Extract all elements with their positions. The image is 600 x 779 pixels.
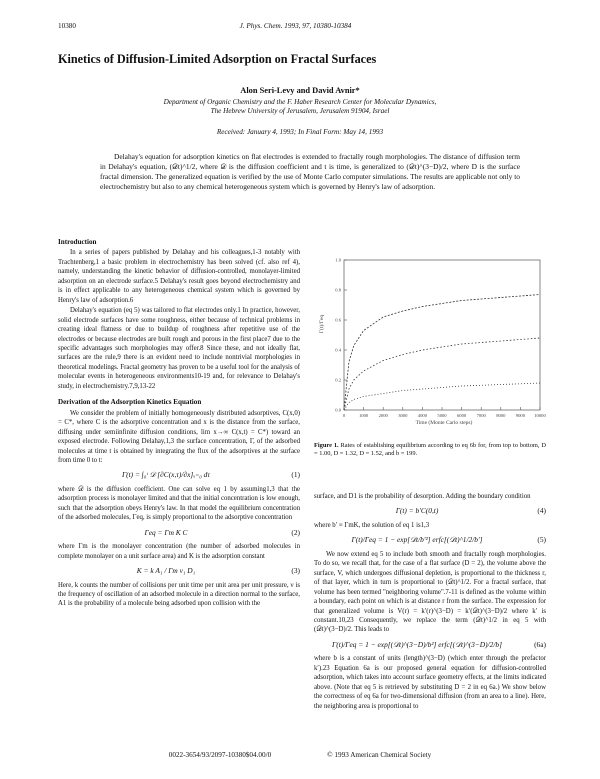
right-tail: where b is a constant of units (length)^(3−D) (which enter through the prefactor k′).23 Equation 6a is our proposed general equation for diffusion-controlled adsorption, which takes into account surface geometry effects, at the limits indicated above. (Note that eq 5 is retrieved by substituting D = 2 in eq 6a.) We show below the correctness of eq 6a for two-dimensional diffusion (from an area to a line). Here, the neighboring area is proportional to	[314, 655, 546, 710]
equation-3-number: (3)	[291, 566, 300, 576]
series-line-2	[344, 338, 540, 410]
equation-5	[314, 535, 546, 544]
figure-1	[314, 252, 546, 428]
introduction-heading: Introduction	[58, 238, 97, 246]
y-tick-label: 0.6	[335, 317, 341, 323]
right-lead: surface, and D1 is the probability of desorption. Adding the boundary condition	[314, 493, 531, 500]
x-tick-label: 4000	[417, 413, 427, 418]
chart-x-axis-label: Time (Monte Carlo steps)	[415, 420, 473, 426]
equation-4	[314, 506, 546, 515]
abstract	[100, 152, 520, 192]
footer-copyright: © 1993 American Chemical Society	[327, 751, 432, 759]
equation-6a	[314, 640, 546, 649]
derivation-heading: Derivation of the Adsorption Kinetics Equation	[58, 398, 202, 407]
chart-frame	[344, 260, 540, 410]
y-tick-label: 0.4	[335, 347, 341, 353]
authors: Alon Seri-Levy and David Avnir*	[240, 86, 360, 95]
derivation-paragraph-4: Here, k counts the number of collisions per unit time per unit area per unit pressure, ν is the frequency of oscillation of an adsorbed molecule in a direction normal to the surface, A1 is the probability of a molecule being adsorbed upon collision with the	[58, 581, 300, 608]
left-column	[58, 236, 300, 610]
chart-y-axis-label: Γ(t)/Γeq	[319, 314, 325, 334]
equation-5-number: (5)	[537, 535, 546, 545]
x-tick-label: 3000	[398, 413, 408, 418]
y-tick-label: 0.0	[335, 407, 341, 413]
y-tick-label: 0.8	[335, 287, 341, 293]
x-tick-label: 9000	[515, 413, 525, 418]
page-number: 10380	[58, 22, 76, 30]
x-tick-label: 1000	[359, 413, 369, 418]
equation-3	[58, 566, 300, 575]
derivation-paragraph-3: where Γm is the monolayer concentration (the number of adsorbed molecules in complete monolayer on a unit surface area) and K is the adsorption constant	[58, 543, 300, 560]
caption-label: Figure 1.	[314, 442, 339, 449]
journal-citation: J. Phys. Chem. 1993, 97, 10380-10384	[239, 22, 352, 30]
intro-paragraph-1: In a series of papers published by Delahay and his colleagues,1-3 notably with Trachtenberg,1 a basic problem in electrochemistry has been solved (cf. also ref 4), namely, understanding the kinetic behavior of diffusion-controlled, monolayer-limited adsorption on an electrode surface.5 Delahay's result goes beyond electrochemistry and is in effect applicable to any heterogeneous chemical system which is governed by Henry's law of adsorption.6	[58, 249, 300, 304]
equation-2-number: (2)	[291, 527, 300, 537]
intro-paragraph-2: Delahay's equation (eq 5) was tailored to flat electrodes only.1 In practice, however, solid electrode surfaces have some roughness, either because of technical problems in creating ideal flatness or due to buildup of roughness after repetitive use of the electrodes or because electrodes are built rough and porous in the first place7 due to the specific advantages such morphologies may offer.8 Since these, and not ideally flat, surfaces are the rule,9 there is an evident need to include nontrivial morphologies in theoretical modelings. Fractal geometry has proven to be a useful tool for the analysis of molecular events in heterogeneous environments10-19 and, for relevance to Delahay's study, in electrochemistry.7,9,13-22	[58, 307, 300, 390]
abstract-text: Delahay's equation for adsorption kinetics on flat electrodes is extended to fractally rough morphologies. The distance of diffusion term in Delahay's equation, (𝒟t)^1/2, where 𝒟 is the diffusion coefficient and t is time, is generalized to (𝒟t)^(3−D)/2, where D is the surface fractal dimension. The generalized equation is verified by the use of Monte Carlo computer simulations. The results are applicable not only to electrochemistry but also to any chemical heterogeneous system which is governed by Henry's law of adsorption.	[100, 152, 520, 191]
equation-6a-text: Γ(t)/Γeq = 1 − exp[(𝒟t)^(3−D)/b²] erfc[(𝒟t)^(3−D)/2/b]	[332, 639, 502, 649]
x-tick-label: 2000	[378, 413, 388, 418]
caption-text: Rates of establishing equilibrium according to eq 6b for, from top to bottom, D = 1.00, D = 1.32, D = 1.52, and b = 199.	[314, 442, 546, 458]
y-tick-label: 0.2	[335, 377, 341, 383]
equation-4-number: (4)	[537, 506, 546, 516]
received-dates: Received: January 4, 1993; In Final Form: May 14, 1993	[216, 128, 384, 136]
equation-4-text: Γ(t) = b′C(0,t)	[395, 506, 439, 516]
equation-6a-number: (6a)	[534, 639, 546, 649]
y-tick-label: 1.0	[335, 257, 341, 263]
x-tick-label: 10000	[534, 413, 546, 418]
x-tick-label: 0	[342, 413, 346, 418]
derivation-paragraph-1: We consider the problem of initially homogeneously distributed adsorptives, C(x,0) = C*, where C is the adsorptive concentration and x is the distance from the surface, diffusing under semiinfinite diffusion conditions, lim x→∞ C(x,t) = C*) toward an exposed electrode. Following Delahay,1,3 the surface concentration, Γ, of the adsorbed molecules at time t is obtained by integrating the flux of the adsorptives at the surface from time 0 to t:	[58, 409, 300, 464]
affiliation-line-2: The Hebrew University of Jerusalem, Jerusalem 91904, Israel	[210, 107, 390, 115]
equation-2	[58, 528, 300, 537]
right-paragraph: We now extend eq 5 to include both smooth and fractally rough morphologies. To do so, we recall that, for the case of a flat surface (D = 2), the volume above the surface, V, which undergoes diffusional depletion, is proportional to the thickness r, of that layer, which in turn is proportional to (𝒟t)^1/2. For a fractal surface, that volume has been termed "neighboring volume".7-11 is defined as the volume within a boundary, each point on which is at distance r from the surface. The expression for that generalized volume is V(r) = k′(r)^(3−D) = k′(𝒟t)^(3−D)/2 where k′ is constant.10,23 Consequently, we replace the term (𝒟t)^1/2 in eq 5 with (𝒟t)^(3−D)/2. This leads to	[314, 550, 546, 634]
article-title: Kinetics of Diffusion-Limited Adsorption on Fractal Surfaces	[58, 52, 377, 66]
x-tick-label: 5000	[437, 413, 447, 418]
x-tick-label: 8000	[496, 413, 506, 418]
x-tick-label: 6000	[457, 413, 467, 418]
figure-1-chart	[314, 252, 546, 428]
page-footer	[0, 751, 600, 759]
equation-5-text: Γ(t)/Γeq = 1 − exp[𝒟t/b′²] erfc[(𝒟t)^1/2/b′]	[351, 535, 483, 545]
equation-3-text: K = k A₁ / Γm ν₁ D₁	[136, 566, 196, 576]
running-head	[58, 22, 545, 30]
x-tick-label: 7000	[476, 413, 486, 418]
right-after-eq4: where b′ ≡ ΓmK, the solution of eq 1 is1,3	[314, 521, 430, 529]
right-column	[314, 492, 546, 712]
equation-1-number: (1)	[291, 470, 300, 480]
series-line-1	[344, 295, 540, 411]
equation-2-text: Γeq = Γm K C	[144, 527, 188, 537]
affiliation-line-1: Department of Organic Chemistry and the F. Haber Research Center for Molecular Dynamics,	[163, 98, 437, 106]
footer-code: 0022-3654/93/2097-10380$04.00/0	[168, 751, 272, 759]
equation-1-text: Γ(t) = ∫₀ᵗ 𝒟 [∂C(x,τ)/∂x]ₓ₌₀ dτ	[121, 470, 211, 480]
equation-1	[58, 470, 300, 479]
derivation-paragraph-2: where 𝒟 is the diffusion coefficient. One can solve eq 1 by assuming1,3 that the adsorption process is monolayer limited and that the initial concentration is low enough, such that the adsorption obeys Henry's law. In that model the equilibrium concentration of the adsorbed molecules, Γeq, is simply proportional to the adsorptive concentration	[58, 485, 300, 522]
figure-1-caption	[314, 442, 546, 459]
affiliation	[0, 98, 600, 116]
series-line-3	[344, 383, 540, 410]
